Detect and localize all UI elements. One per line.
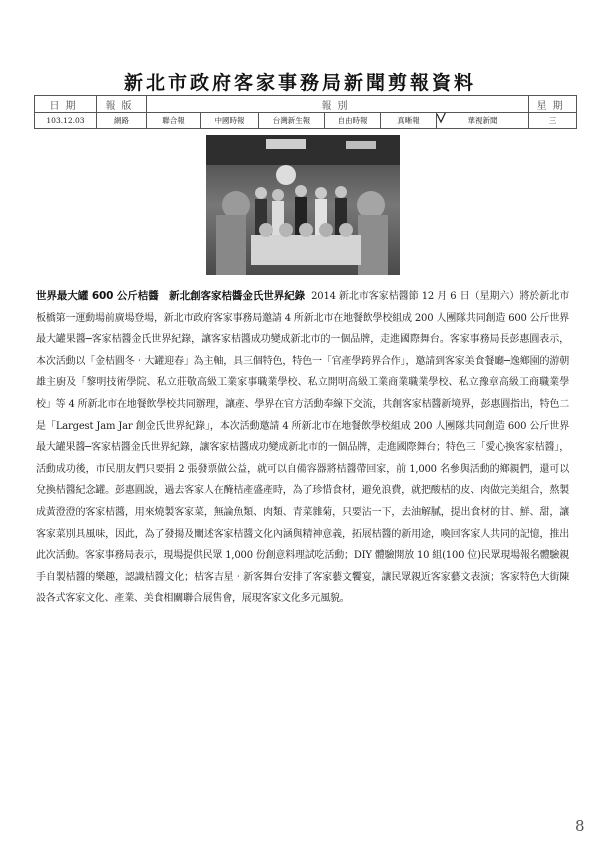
- article-headline: 世界最大罐 600 公斤桔醬 新北創客家桔醬金氏世界紀錄: [36, 290, 306, 302]
- page-title: 新北市政府客家事務局新聞剪報資料: [123, 72, 476, 94]
- header-weekday: 星期: [529, 96, 577, 113]
- header-edition: 報版: [97, 96, 147, 113]
- event-group-photo: [206, 135, 400, 275]
- paper-option: 中國時報: [201, 113, 259, 129]
- page-number: 8: [575, 817, 585, 835]
- paper-option-checked: [437, 113, 529, 129]
- value-edition: 網路: [97, 113, 147, 129]
- header-date: 日期: [35, 96, 97, 113]
- paper-option: 台灣新生報: [259, 113, 325, 129]
- paper-option: 聯合報: [147, 113, 201, 129]
- paper-option: 真晰報: [381, 113, 437, 129]
- checkmark-icon: [437, 113, 452, 127]
- clipping-info-table: [34, 95, 577, 129]
- article-body: 2014 新北市客家桔醬節 12 月 6 日（星期六）將於新北市板橋第一運動場前廣場登場，新北市政府客家事務局邀請 4 所新北市在地餐飲學校組成 200 人團隊共同創造 600 公斤世界最大罐果醬─客家桔醬金氏世界紀錄，讓客家桔醬成功變成新北市的一個品牌，走進國際舞台。客家事務局長彭惠圓表示，本次活動以「金桔圓冬‧大罐迎春」為主軸，具三個特色，特色一「官產學跨界合作」，邀請到客家美食餐廳─逸鄉園的游朝雄主廚及「黎明技術學院、私立莊敬高級工業家事職業學校、私立開明高級工業商業職業學校、私立豫章高級工商職業學校」等 4 所新北市在地餐飲學校共同辦理，讓產、學界在官方活動奉線下交流，共創客家桔醬新境界，彭惠圓指出，特色二是「Largest Jam Jar 創金氏世界紀錄」，本次活動邀請 4 所新北市在地餐飲學校組成 200 人團隊共同創造 600 公斤世界最大罐果醬─客家桔醬金氏世界紀錄，讓客家桔醬成功變成新北市的一個品牌，走進國際舞台；特色三「愛心換客家桔醬」，活動成功後，市民朋友們只要捐 2 張發票做公益，就可以自備容器將桔醬帶回家，前 1,000 名參與活動的鄉親們，還可以兌換桔醬紀念罐。彭惠圓說，過去客家人在醃桔產盛產時，為了珍惜食材，避免浪費，就把酸桔的皮、肉做完美組合，熬製成黃澄澄的客家桔醬，用來燒製客家菜，無論魚類、肉類、青菜雜菊，只要沾一下，去油解膩，提出食材的甘、鮮、甜，讓客家菜別具風味，因此，為了發揚及闡述客家桔醬文化內涵與精神意義，拓展桔醬的新用途，喚回客家人共同的記憶，推出此次活動。客家事務局表示，現場提供民眾 1,000 份創意料理試吃活動；DIY 體驗開放 10 組(100 位)民眾現場報名體驗親手自製桔醬的樂趣，認識桔醬文化；桔客吉星‧新客舞台安排了客家藝文饗宴，讓民眾親近客家藝文表演；客家特色大街陳設各式客家文化、產業、美食相關聯合展售會，展現客家文化多元風貌。: [36, 291, 569, 605]
- value-date: 103.12.03: [35, 113, 97, 129]
- header-paper: 報別: [147, 96, 529, 113]
- article: [36, 286, 569, 610]
- news-photo: [206, 135, 400, 275]
- paper-option-label: 華視新聞: [467, 116, 498, 125]
- value-weekday: 三: [529, 113, 577, 129]
- paper-option: 自由時報: [325, 113, 381, 129]
